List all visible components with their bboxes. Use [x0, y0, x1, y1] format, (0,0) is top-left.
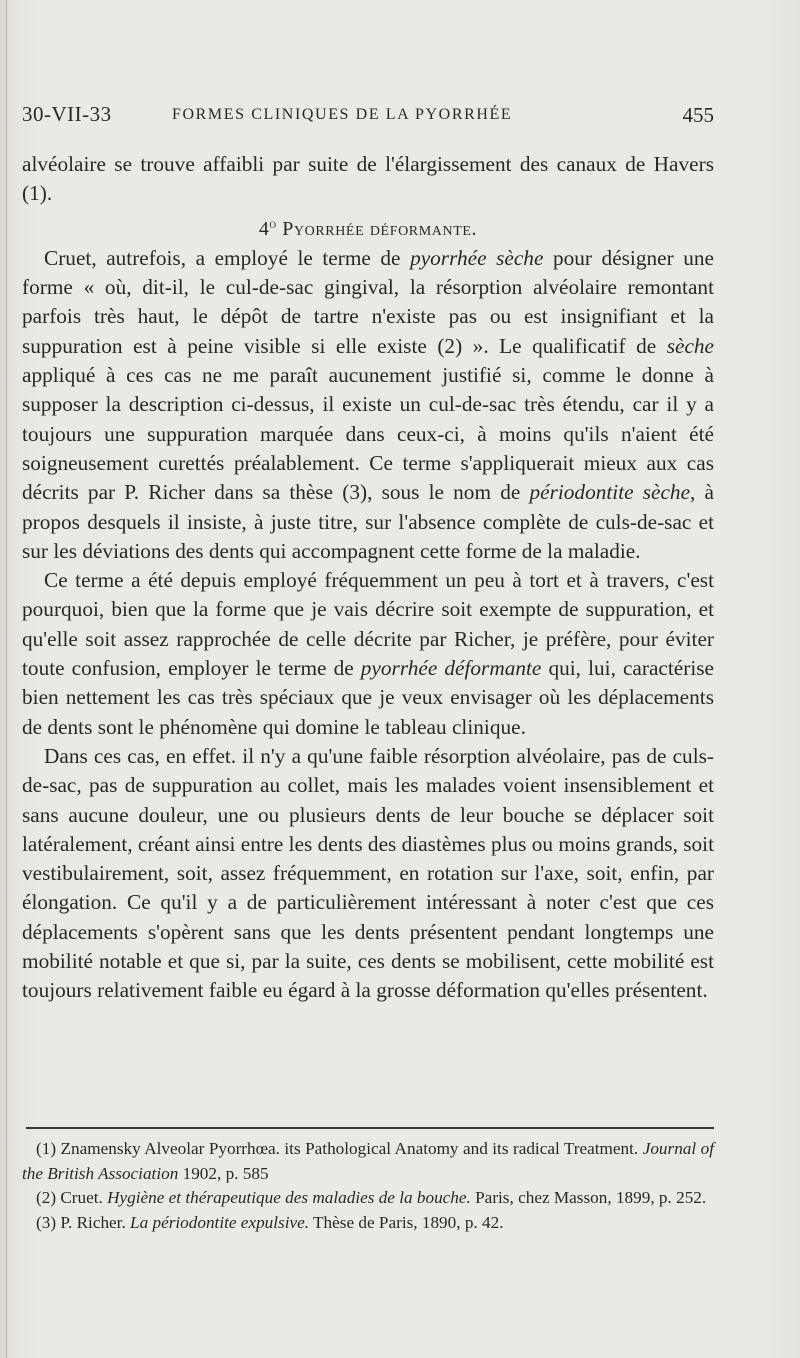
text-run: pour désigner une forme « où, dit-il, le cul-de-sac gingival, la résorption alvéolaire remontant parfois très haut, le dépôt de tartre n'existe pas ou est insignifiant et la suppuration est à peine visible si elle existe (2) ». Le qualificatif de [22, 245, 714, 358]
footnote-text: Thèse de Paris, 1890, p. 42. [309, 1212, 504, 1232]
footnote-italic: Hygiène et thérapeutique des maladies de la bouche. [107, 1188, 471, 1208]
footnote-text: (3) P. Richer. [36, 1212, 131, 1232]
footnote-italic: La périodontite expulsive. [130, 1212, 310, 1232]
italic-term: pyorrhée déformante [360, 656, 542, 681]
footnote-italic: Journal of the British Association [22, 1139, 714, 1183]
running-header [22, 100, 714, 134]
heading-number: 4 [258, 217, 270, 240]
heading-text: Pyorrhée déformante. [282, 217, 478, 240]
italic-term: sèche [666, 333, 714, 358]
heading-degree: o [269, 215, 277, 231]
page-edge-shadow [6, 0, 7, 1358]
footnote-text: (1) Znamensky Alveolar Pyorrhœa. its Pathological Anatomy and its radical Treatment. [36, 1139, 643, 1158]
header-title: FORMES CLINIQUES DE LA PYORRHÉE [172, 106, 513, 123]
footnote-3 [22, 1211, 714, 1236]
main-text [22, 150, 714, 1006]
footnote-rule [26, 1127, 714, 1129]
italic-term: périodontite sèche [529, 480, 691, 505]
text-run: qui, lui, caractérise bien nettement les cas très spéciaux que je veux envisager où les déplacements de dents sont le phénomène qui domine le tableau clinique. [22, 656, 714, 739]
footnote-text: Paris, chez Masson, 1899, p. 252. [470, 1188, 707, 1208]
text-run: , à propos desquels il insiste, à juste titre, sur l'absence complète de culs-de-sac et sur les déviations des dents qui accompagnent cette forme de la maladie. [22, 480, 714, 563]
text-run: Ce terme a été depuis employé fréquemment un peu à tort et à travers, c'est pourquoi, bien que la forme que je vais décrire soit exempte de suppuration, et qu'elle soit assez rapprochée de celle décrite par Richer, je préfère, pour éviter toute confusion, employer le terme de [22, 568, 714, 681]
paragraph-1 [22, 244, 714, 566]
header-date: 30-VII-33 [22, 102, 112, 126]
section-heading [22, 209, 714, 244]
footnote-text: 1902, p. 585 [178, 1163, 269, 1183]
footnote-text: (2) Cruet. [36, 1188, 108, 1208]
paragraph-2 [22, 566, 714, 742]
paragraph-3: Dans ces cas, en effet. il n'y a qu'une faible résorption alvéolaire, pas de culs-de-sac, pas de suppuration au collet, mais les malades voient insensiblement et sans aucune douleur, une ou plusieurs dents de leur bouche se déplacer soit latéralement, créant ainsi entre les dents des diastèmes plus ou moins grands, soit vestibulairement, soit, assez fréquemment, en rotation sur l'axe, soit, enfin, par élongation. Ce qu'il y a de particulièrement intéressant à noter c'est que ces déplacements s'opèrent sans que les dents présentent pendant longtemps une mobilité notable et que si, par la suite, ces dents se mobilisent, cette mobilité est toujours relativement faible eu égard à la grosse déformation qu'elles présentent. [22, 743, 714, 1003]
text-run: Cruet, autrefois, a employé le terme de [44, 245, 411, 270]
paragraph-continued: alvéolaire se trouve affaibli par suite de l'élargissement des canaux de Havers (1). [22, 152, 714, 206]
footnote-2 [22, 1186, 714, 1211]
text-run: appliqué à ces cas ne me paraît aucunement justifié si, comme le donne à supposer la description ci-dessus, il existe un cul-de-sac très étendu, car il y a toujours une suppuration marquée dans ceux-ci, à moins qu'ils n'aient été soigneusement curettés préalablement. Ce terme s'appliquerait mieux aux cas décrits par P. Richer dans sa thèse (3), sous le nom de [22, 363, 714, 505]
footnotes [22, 1137, 714, 1235]
footnote-1 [22, 1137, 714, 1186]
italic-term: pyorrhée sèche [410, 245, 544, 270]
page-number: 455 [682, 103, 714, 127]
